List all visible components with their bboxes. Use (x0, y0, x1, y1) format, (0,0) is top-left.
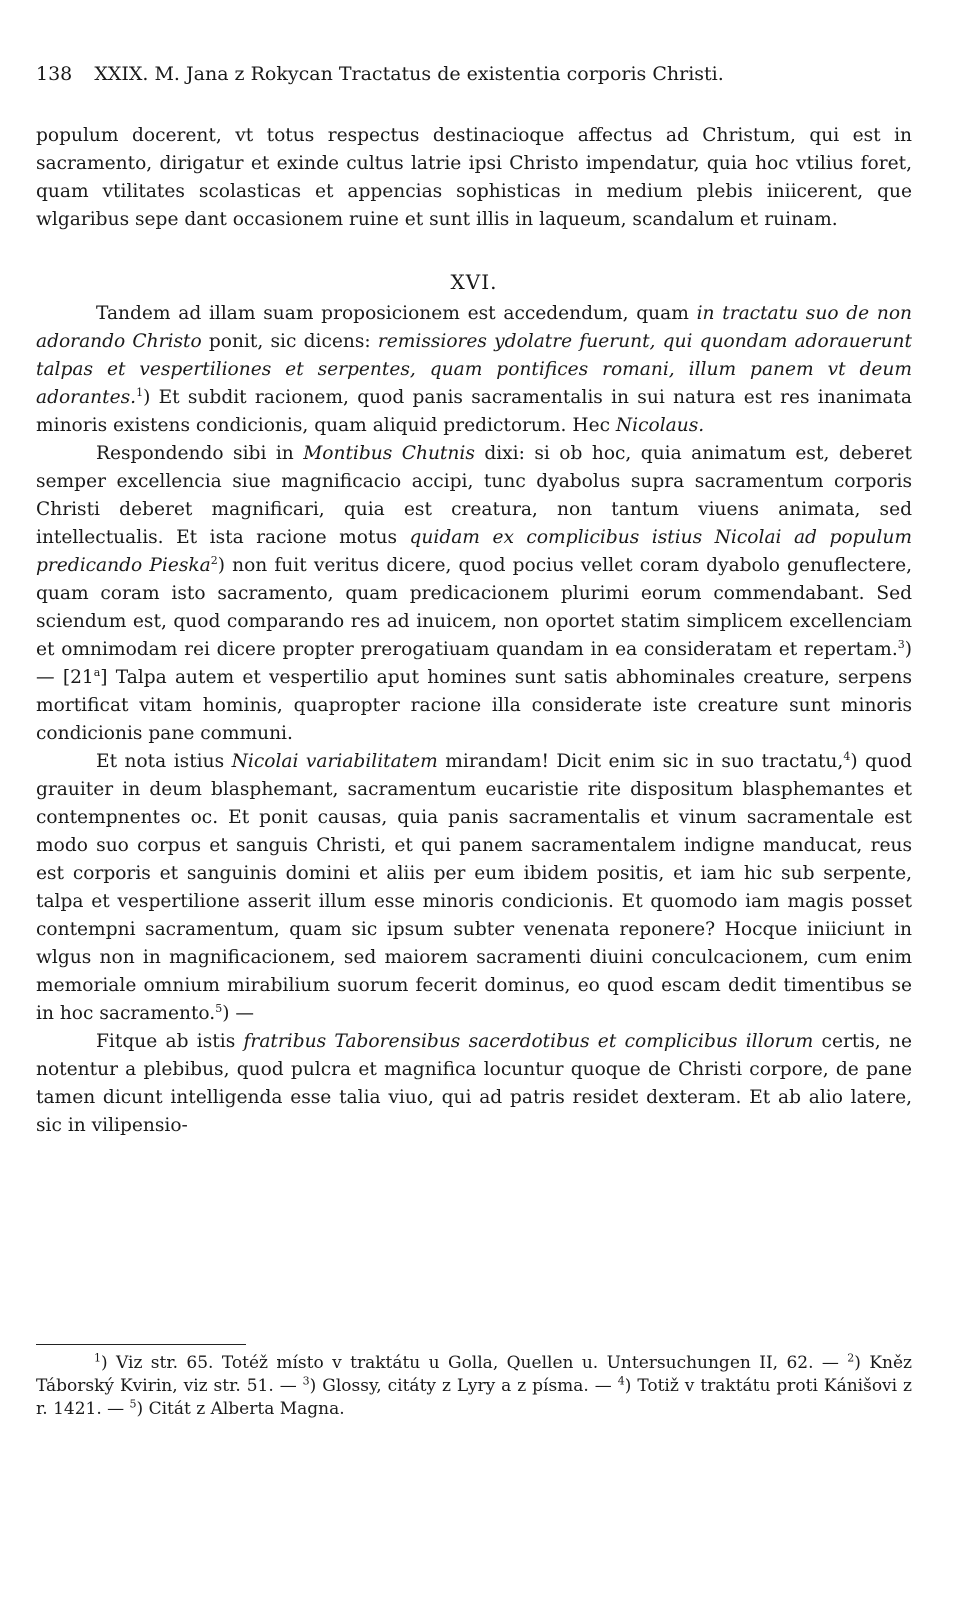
text-run: ponit, sic dicens: (201, 331, 378, 352)
footnote-marker: 4 (617, 1374, 625, 1388)
footnote-marker: 3 (897, 637, 905, 651)
paragraph (36, 300, 912, 440)
footnotes (36, 1352, 912, 1421)
italic-text: Nicolai variabilitatem (231, 751, 438, 772)
footnote-marker: 1 (94, 1351, 101, 1365)
footnote-marker: 5 (129, 1397, 137, 1411)
footnote-marker: 4 (843, 749, 851, 763)
page-number: 138 (36, 63, 73, 85)
paragraph (36, 122, 912, 234)
text-run: ] Talpa autem et vespertilio aput homines sunt satis abhominales creature, serpens mortificat vitam hominis, quapropter racione illa considerate iste creature sunt minoris condicionis pane communi. (36, 667, 912, 744)
italic-text: fratribus Taborensibus sacerdotibus et complicibus illorum (243, 1031, 814, 1052)
text-run: ) Kněz Táborský Kvirin, viz str. 51. — (36, 1353, 912, 1396)
text-run: ) Et subdit racionem, quod panis sacramentalis in sui natura est res inanimata minoris existens condicionis, quam aliquid predictorum. Hec (36, 387, 912, 436)
running-title: XXIX. M. Jana z Rokycan Tractatus de existentia corporis Christi. (94, 63, 724, 85)
footnote-text (36, 1352, 912, 1421)
text-run: Fitque ab istis (96, 1031, 244, 1052)
text-run: populum docerent, vt totus respectus destinacioque affectus ad Christum, qui est in sacramento, dirigatur et exinde cultus latrie ipsi Christo impendatur, quia hoc vtilius foret, quam vtilitates scolasticas et appencias sophisticas in medium plebis iniicerent, que wlgaribus sepe dant occasionem ruine et sunt illis in laqueum, scandalum et ruinam. (36, 125, 912, 230)
italic-text: Montibus Chutnis (303, 443, 475, 464)
section-heading: XVI. (450, 270, 498, 294)
text-run: ) Totiž v traktátu proti Kánišovi z r. 1421. — (36, 1376, 913, 1419)
text-run: Respondendo sibi in (96, 443, 304, 464)
text-run: ) Viz str. 65. Totéž místo v traktátu u Golla, Quellen u. Untersuchungen II, 62. — (101, 1353, 848, 1373)
running-header (36, 62, 916, 86)
text-run: ) — (222, 1003, 254, 1024)
paragraph (36, 440, 912, 748)
footnote-separator (36, 1344, 246, 1345)
text-run: ) Glossy, citáty z Lyry a z písma. — (309, 1376, 618, 1396)
text-run: ) Citát z Alberta Magna. (136, 1399, 345, 1419)
text-run: ) quod grauiter in deum blasphemant, sacramentum eucaristie rite dispositum blasphemantes et contempnentes oc. Et ponit causas, quia panis sacramentalis et vinum sacramentale est modo suo corpus et sanguis Christi, et qui panem sacramentalem indigne manducat, reus est corporis et sanguinis domini et aliis per eum ibidem positis, et iam hic sub serpente, talpa et vespertilione asserit illum esse minoris condicionis. Et quomodo iam magis posset contempni sacramentum, quam sic ipsum subter venenata reponere? Hocque iniiciunt in wlgus non in magnificacionem, sed maiorem sacramenti diuini conculcacionem, cum enim memoriale omnium mirabilium suorum fecerit dominus, eo quod escam dedit timentibus se in hoc sacramento. (36, 751, 913, 1024)
text-run: ) non fuit veritus dicere, quod pocius vellet coram dyabolo genuflectere, quam coram isto sacramento, quam predicacionem plurimi eorum commendabant. Sed sciendum est, quod comparando res ad inuicem, non oportet statim simplicem excellenciam et omnimodam rei dicere propter prerogatiuam quandam in ea consideratam et repertam. (36, 555, 912, 660)
italic-text: Nicolaus. (615, 415, 705, 436)
italic-text: remissiores ydolatre fuerunt, qui quondam adorauerunt talpas et vespertiliones et serpentes, quam pontifices romani, illum panem vt deum adorantes. (36, 331, 912, 408)
footnote-marker: 1 (136, 385, 144, 399)
footnote-marker: a (93, 665, 101, 679)
italic-text: quidam ex complicibus istius Nicolai ad populum predicando Pieska (36, 527, 912, 576)
text-run: certis, ne notentur a plebibus, quod pulcra et magnifica locuntur quoque de Christi corpore, de pane tamen dicunt intelligenda esse talia viuo, qui ad patris residet dexteram. Et ab alio latere, sic in vilipensio- (36, 1031, 912, 1136)
paragraph (36, 1028, 912, 1140)
text-run: mirandam! Dicit enim sic in suo tractatu, (437, 751, 844, 772)
footnote-marker: 2 (847, 1351, 855, 1365)
text-run: Tandem ad illam suam proposicionem est accedendum, quam (96, 303, 697, 324)
footnote-marker: 3 (302, 1374, 310, 1388)
italic-text: in tractatu suo de non adorando Christo (36, 303, 912, 352)
footnote-marker: 5 (215, 1001, 223, 1015)
footnote-marker: 2 (210, 553, 218, 567)
main-text (36, 122, 912, 1140)
text-run: ) — [21 (36, 639, 912, 688)
paragraph (36, 748, 912, 1028)
text-run: dixi: si ob hoc, quia animatum est, deberet semper excellencia siue magnificacio accipi, tunc dyabolus supra sacramentum corporis Christi deberet magnificari, quia est creatura, non tantum viuens animata, sed intellectualis. Et ista racione motus (36, 443, 912, 548)
text-run: Et nota istius (96, 751, 232, 772)
